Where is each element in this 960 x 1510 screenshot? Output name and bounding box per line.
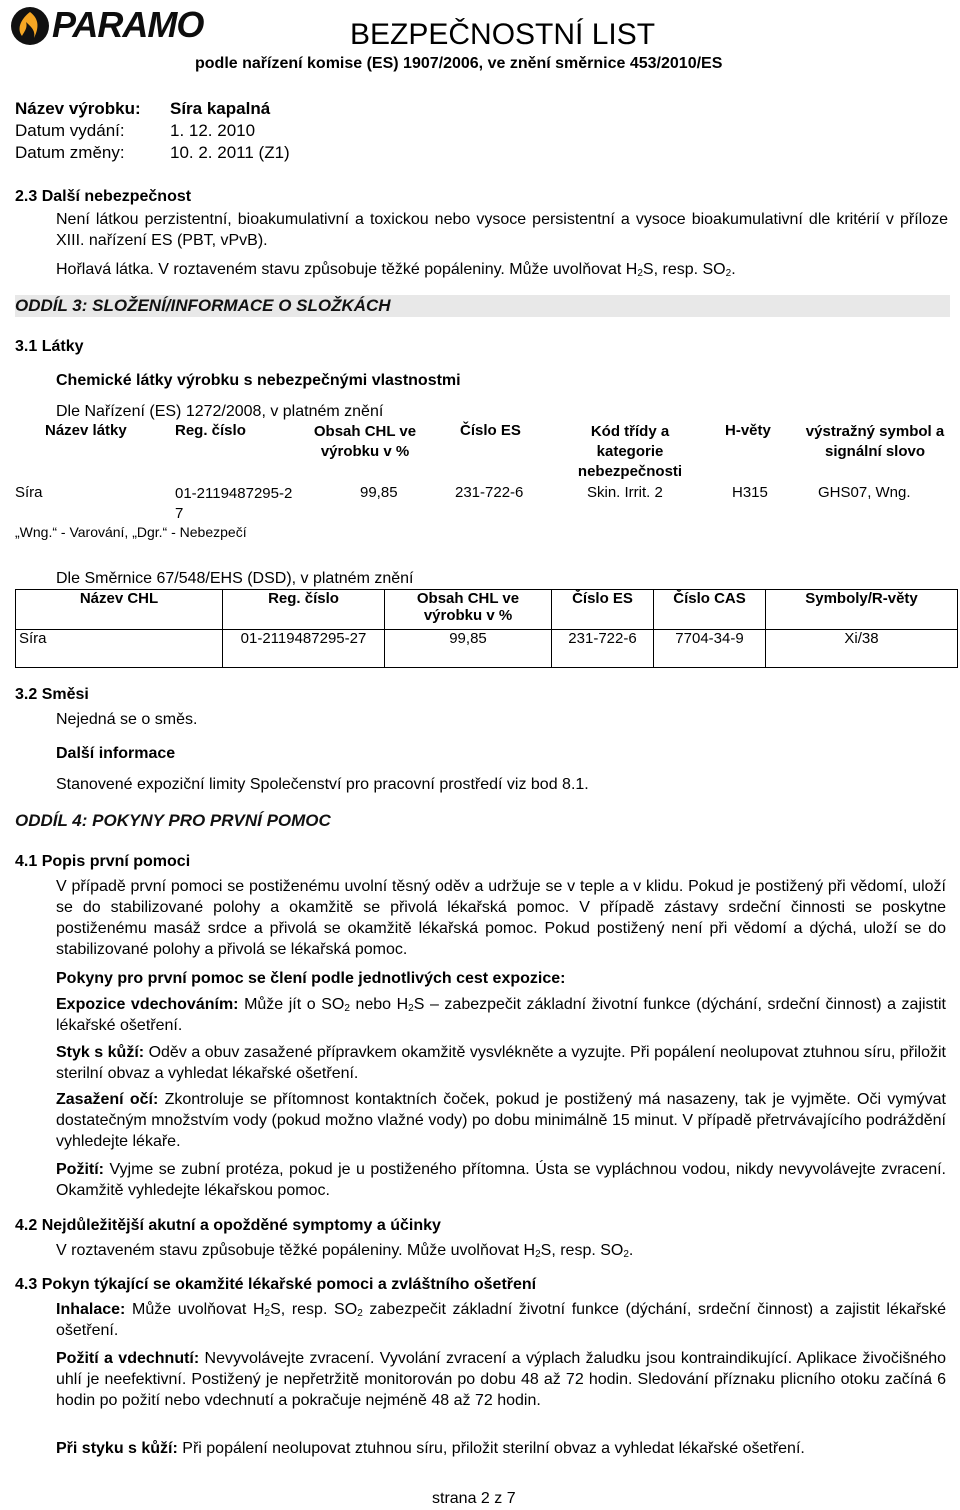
paramo-logo: [10, 4, 204, 48]
section-3-2-text: Nejedná se o směs.: [56, 711, 198, 728]
t1-cell-name: Síra: [15, 484, 43, 501]
section-4-3-heading: 4.3 Pokyn týkající se okamžité lékařské pomoci a zvláštního ošetření: [15, 1276, 537, 1293]
t2-cell-es: 231-722-6: [552, 630, 654, 668]
s43-ingestion-paragraph: Požití a vdechnutí: Nevyvolávejte zvracení. Vyvolání zvracení a výplach žaludku jsou kontraindikující. Aplikace živočišného uhlí je neefektivní. Postižený je nepřetržitě monitorován po dobu 48 až 72 hodin. Sledování příznaku plicního otoku začíná 6 hodin po požití nebo vdechnutí a pokračuje nejméně 48 až 72 hodin.: [56, 1350, 946, 1409]
eye-paragraph: Zasažení očí: Zkontroluje se přítomnost kontaktních čoček, pokud je postižený má nasazeny, tak je vyjměte. Oči vymývat dostatečným množstvím vody (pokud možno vlažné vody) po dobu minimálně 15 minut. V případě přetrvávajícího podráždění vyhledejte lékaře.: [56, 1091, 946, 1150]
t1-cell-h: H315: [732, 484, 768, 501]
dsd-label: Dle Směrnice 67/548/EHS (DSD), v platném znění: [56, 570, 414, 587]
s43-skin-paragraph: Při styku s kůží: Při popálení neolupovat ztuhnou síru, přiložit sterilní obvaz a vyhledat lékařské ošetření.: [56, 1440, 805, 1457]
t1-cell-es: 231-722-6: [455, 484, 524, 501]
t2-header-name: Název CHL: [16, 590, 223, 630]
section-4-2-text: V roztaveném stavu způsobuje těžké popáleniny. Může uvolňovat $H_2S$, resp. $SO_2$.: [56, 1242, 634, 1260]
issued-value: 1. 12. 2010: [170, 121, 256, 140]
inhalation-paragraph: Expozice vdechováním: Může jít o $SO_2$ nebo $H_2S$ – zabezpečit základní životní funkce (dýchání, srdeční činnost) a zajistit lékařské ošetření.: [56, 996, 947, 1034]
exposure-routes-heading: Pokyny pro první pomoc se člení podle jednotlivých cest expozice:: [56, 970, 566, 987]
product-meta: [15, 98, 290, 164]
section-3-title: ODDÍL 3: SLOŽENÍ/INFORMACE O SLOŽKÁCH: [15, 295, 950, 317]
section-4-title: ODDÍL 4: POKYNY PRO PRVNÍ POMOC: [15, 811, 331, 830]
reg-1272-label: Dle Nařízení (ES) 1272/2008, v platném znění: [56, 403, 384, 420]
t1-header-symbol: výstražný symbol a signální slovo: [805, 423, 945, 460]
t2-cell-reg: 01-2119487295-27: [223, 630, 385, 668]
section-2-3-text: Není látkou perzistentní, bioakumulativní a toxickou nebo vysoce persistentní a vysoce bioakumulativní dle kritérií v příloze XIII. nařízení ES (PBT, vPvB).: [56, 211, 948, 249]
t1-cell-class: Skin. Irrit. 2: [587, 484, 663, 501]
s43-inhalation-paragraph: Inhalace: Může uvolňovat $H_2S$, resp. $SO_2$ zabezpečit základní životní funkce (dýchání, srdeční činnost) a zajistit lékařské ošetření.: [56, 1301, 947, 1339]
t2-cell-cas: 7704-34-9: [654, 630, 766, 668]
further-info-heading: Další informace: [56, 745, 176, 762]
t1-cell-reg: 01-2119487295-27: [175, 485, 293, 522]
t2-header-es: Číslo ES: [552, 590, 654, 630]
t1-header-content: Obsah CHL ve výrobku v %: [313, 423, 417, 460]
dsd-table: [15, 589, 958, 668]
t2-header-symbols: Symboly/R-věty: [766, 590, 958, 630]
section-3-1-heading: 3.1 Látky: [15, 338, 84, 355]
t2-header-content: Obsah CHL ve výrobku v %: [385, 590, 552, 630]
section-4-1-text: V případě první pomoci se postiženému uvolní těsný oděv a udržuje se v teple a v klidu. Pokud je postižený při vědomí, uloží se do stabilizované polohy a okamžitě se přivolá lékařská pomoc. V případě zástavy srdeční činnosti se poskytne postiženému masáž srdce a přivolá se okamžitě lékařská pomoc. Pokud postižený není při vědomí a dýchá, uloží se do stabilizované polohy a přivolá se lékařská pomoc.: [56, 878, 946, 958]
section-3-1-subheading: Chemické látky výrobku s nebezpečnými vlastnostmi: [56, 372, 461, 389]
exposure-limits-text: Stanovené expoziční limity Společenství pro pracovní prostředí viz bod 8.1.: [56, 776, 589, 793]
t1-cell-symbol: GHS07, Wng.: [818, 484, 911, 501]
section-2-3-hazard: Hořlavá látka. V roztaveném stavu způsobuje těžké popáleniny. Může uvolňovat $H_2S$, resp. $SO_2$.: [56, 261, 736, 279]
t1-note: „Wng.“ - Varování, „Dgr.“ - Nebezpečí: [15, 524, 247, 540]
changed-value: 10. 2. 2011 (Z1): [170, 143, 290, 162]
t2-cell-symbols: Xi/38: [766, 630, 958, 668]
t2-cell-content: 99,85: [385, 630, 552, 668]
t1-header-class: Kód třídy a kategorie nebezpečnosti: [577, 423, 683, 480]
section-2-3-heading: 2.3 Další nebezpečnost: [15, 188, 192, 205]
t1-header-es: Číslo ES: [460, 422, 521, 439]
skin-paragraph: Styk s kůží: Oděv a obuv zasažené přípravkem okamžitě vysvlékněte a vyzujte. Při popálení neolupovat ztuhnou síru, přiložit sterilní obvaz a vyhledat lékařské ošetření.: [56, 1044, 947, 1082]
t1-header-name: Název látky: [45, 422, 127, 439]
ingestion-paragraph: Požití: Vyjme se zubní protéza, pokud je u postiženého přítomna. Ústa se vypláchnou vodou, nikdy nevyvolávejte zvracení. Okamžitě vyhledejte lékařskou pomoc.: [56, 1161, 946, 1199]
t1-header-reg: Reg. číslo: [175, 422, 246, 439]
paramo-flame-icon: [10, 4, 56, 48]
t2-cell-name: Síra: [16, 630, 223, 668]
changed-label: Datum změny:: [15, 143, 125, 162]
document-title: BEZPEČNOSTNÍ LIST: [350, 18, 656, 51]
section-4-2-heading: 4.2 Nejdůležitější akutní a opožděné symptomy a účinky: [15, 1217, 441, 1234]
t1-header-h: H-věty: [725, 422, 771, 439]
product-value: Síra kapalná: [170, 99, 271, 118]
product-label: Název výrobku:: [15, 99, 141, 118]
t1-cell-content: 99,85: [360, 484, 398, 501]
logo-text: PARAMO: [52, 4, 204, 45]
section-3-2-heading: 3.2 Směsi: [15, 686, 89, 703]
issued-label: Datum vydání:: [15, 121, 125, 140]
t2-header-reg: Reg. číslo: [223, 590, 385, 630]
page-number: strana 2 z 7: [432, 1490, 516, 1507]
document-subtitle: podle nařízení komise (ES) 1907/2006, ve znění směrnice 453/2010/ES: [195, 55, 723, 72]
t2-header-cas: Číslo CAS: [654, 590, 766, 630]
section-4-1-heading: 4.1 Popis první pomoci: [15, 853, 191, 870]
